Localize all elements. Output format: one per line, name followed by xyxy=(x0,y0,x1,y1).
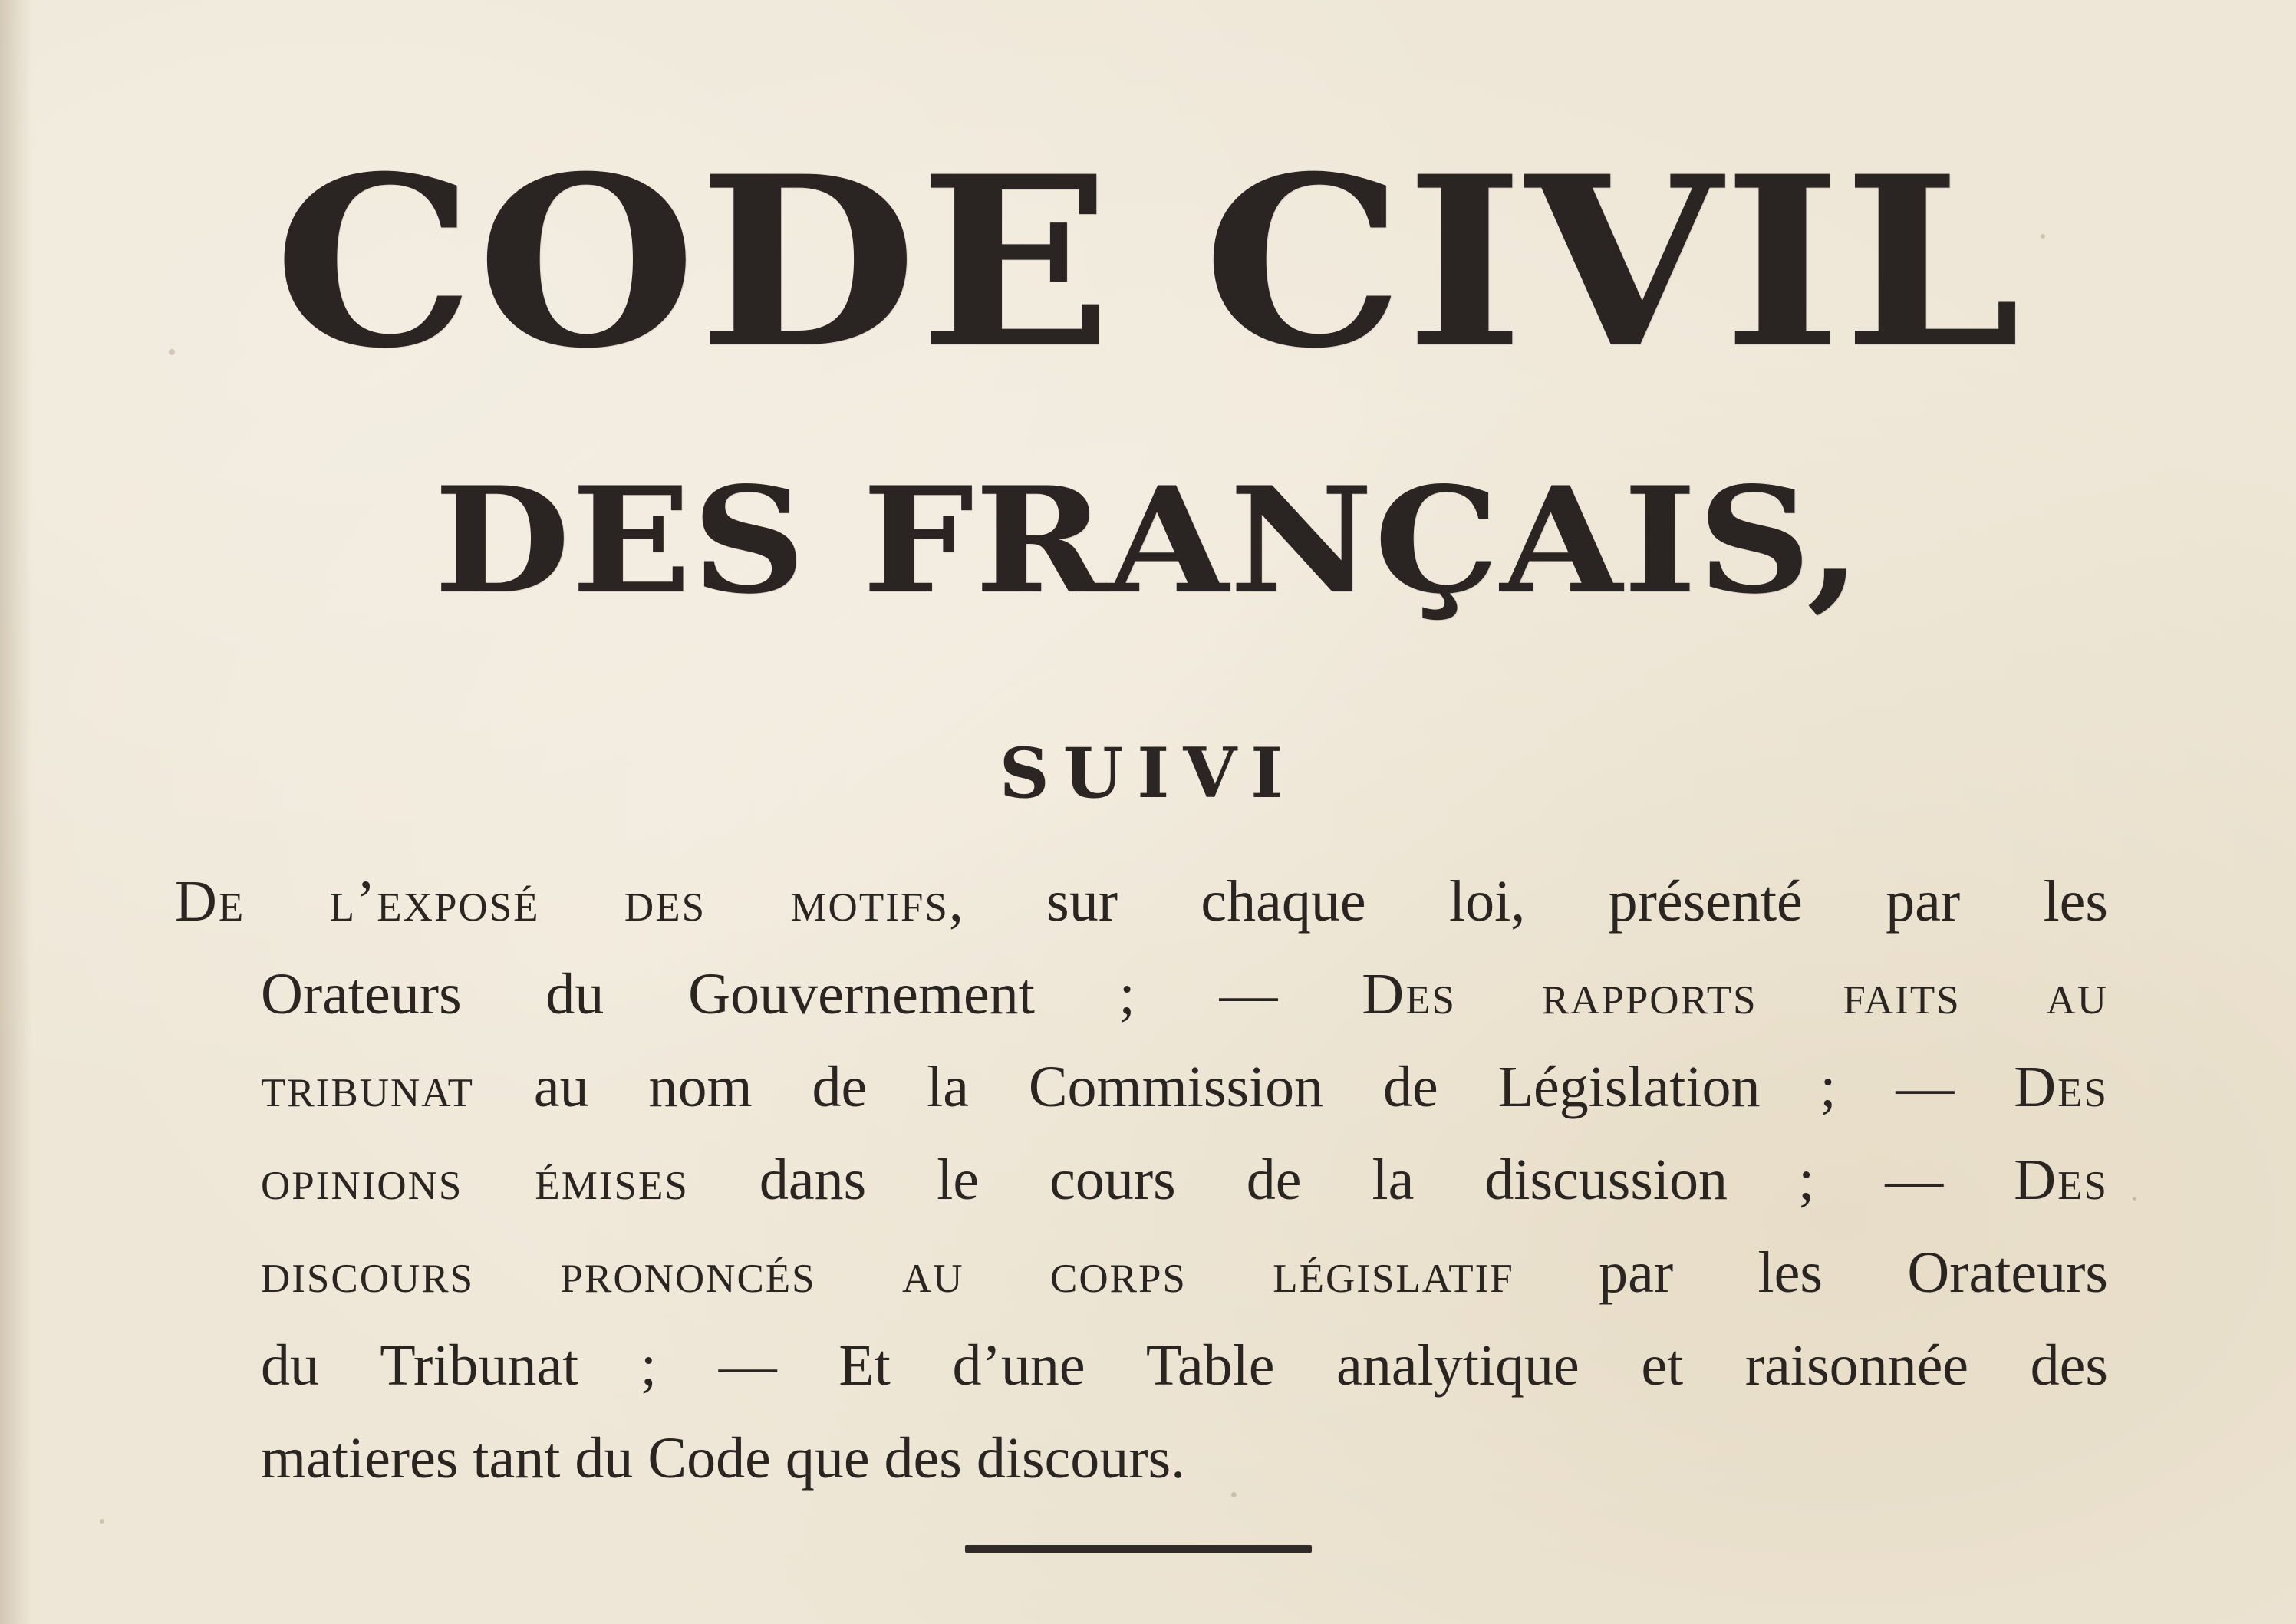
description-line-5 xyxy=(261,1227,2108,1319)
text-fragment: matieres tant du Code que des discours. xyxy=(261,1426,1186,1491)
text-fragment: Orateurs du Gouvernement ; — xyxy=(261,962,1362,1026)
small-caps-phrase: Des xyxy=(2014,1055,2108,1119)
description-paragraph xyxy=(175,855,2108,1505)
subtitle: SUIVI xyxy=(999,733,1297,814)
main-title-line-2: DES FRANÇAIS, xyxy=(433,455,1863,626)
text-fragment: par les Orateurs xyxy=(1514,1240,2108,1305)
small-caps-phrase: Des xyxy=(2014,1148,2108,1212)
small-caps-phrase: Des rapports faits au xyxy=(1362,962,2108,1026)
description-line-6 xyxy=(261,1319,2108,1412)
description-line-7 xyxy=(261,1412,2108,1505)
text-fragment: au nom de la Commission de Législation ; — xyxy=(474,1055,2014,1119)
small-caps-phrase: discours prononcés au corps législatif xyxy=(261,1240,1514,1305)
text-fragment: dans le cours de la discussion ; — xyxy=(688,1148,2014,1212)
description-line-4 xyxy=(261,1134,2108,1227)
text-fragment: du Tribunat ; — Et d’une Table analytique et raisonnée des xyxy=(261,1333,2108,1398)
paper-speck xyxy=(2133,1197,2136,1201)
small-caps-phrase: tribunat xyxy=(261,1055,475,1119)
description-line-3 xyxy=(261,1041,2108,1134)
decorative-rule xyxy=(965,1545,1312,1553)
description-line-2 xyxy=(261,948,2108,1041)
small-caps-phrase: opinions émises xyxy=(261,1148,689,1212)
text-fragment: , sur chaque loi, présenté par les xyxy=(948,869,2108,934)
description-line-1 xyxy=(175,855,2108,948)
main-title-line-1: CODE CIVIL xyxy=(273,125,2023,400)
paper-speck xyxy=(100,1519,104,1524)
small-caps-phrase: De l’exposé des motifs xyxy=(175,869,949,934)
